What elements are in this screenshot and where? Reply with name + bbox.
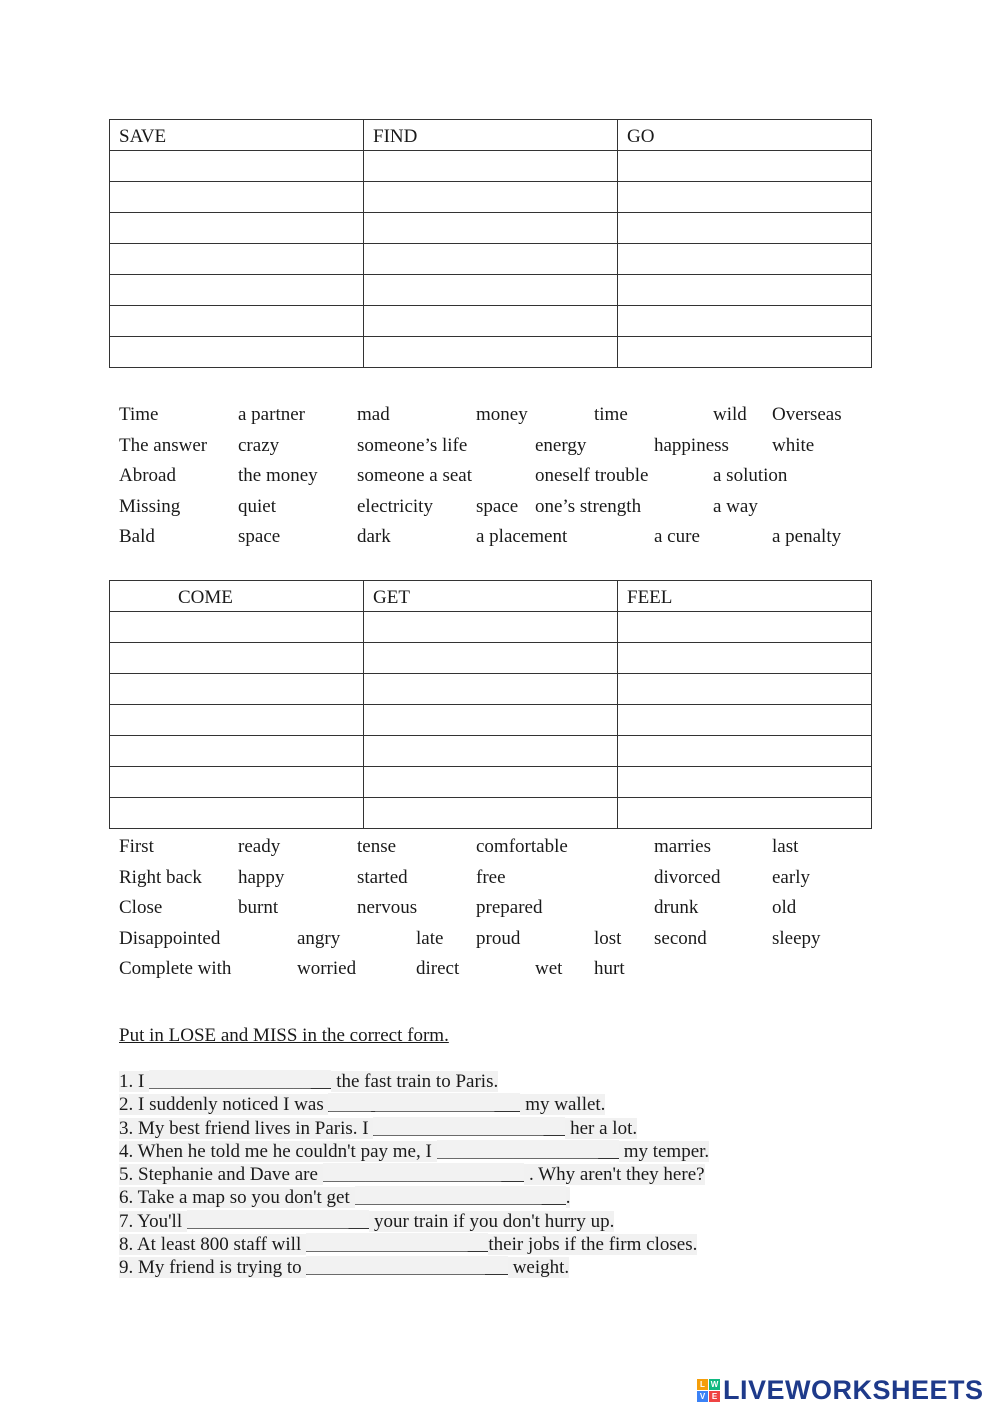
word-item: happiness: [654, 434, 729, 456]
table-row: [110, 798, 872, 829]
sentence-start: 9. My friend is trying to: [119, 1257, 307, 1279]
table-cell: [618, 275, 872, 306]
sentence-end: weight.: [507, 1257, 570, 1279]
answer-input[interactable]: [328, 1096, 520, 1114]
word-item: sleepy: [772, 927, 821, 949]
word-item: Disappointed: [119, 927, 221, 949]
answer-input[interactable]: [364, 736, 617, 766]
sentence-line: [119, 1140, 709, 1163]
answer-input[interactable]: [364, 213, 617, 243]
table-row: [110, 736, 872, 767]
table-cell: [110, 643, 364, 674]
answer-input[interactable]: [437, 1143, 619, 1161]
word-item: a placement: [476, 526, 568, 547]
table-cell: [364, 767, 618, 798]
word-item: white: [772, 434, 815, 456]
word-item: second: [654, 927, 707, 949]
word-item: comfortable: [476, 836, 568, 857]
answer-input[interactable]: [364, 705, 617, 735]
answer-input[interactable]: [110, 151, 363, 181]
sentence-start: 7. You'll: [119, 1210, 187, 1232]
word-item: Time: [119, 404, 159, 425]
table-row: [110, 244, 872, 275]
table-cell: [110, 767, 364, 798]
answer-input[interactable]: [364, 643, 617, 673]
word-item: prepared: [476, 897, 543, 918]
word-item: happy: [238, 866, 285, 888]
sentence-line: [119, 1117, 709, 1140]
answer-input[interactable]: [618, 213, 871, 243]
word-item: electricity: [357, 495, 433, 517]
answer-input[interactable]: [187, 1213, 369, 1231]
table-cell: [618, 244, 872, 275]
sentence-line: [119, 1163, 709, 1186]
sentence-end: the fast train to Paris.: [331, 1071, 499, 1092]
word-item: started: [357, 866, 408, 888]
table-cell: [110, 736, 364, 767]
answer-input[interactable]: [306, 1259, 508, 1277]
word-item: space: [238, 526, 281, 547]
table-row: [110, 705, 872, 736]
table-row: [110, 643, 872, 674]
sentence-start: 3. My best friend lives in Paris. I: [119, 1117, 374, 1139]
word-item: angry: [297, 927, 341, 949]
answer-blank[interactable]: [437, 1140, 619, 1159]
table-row: [110, 767, 872, 798]
word-item: Right back: [119, 866, 202, 888]
answer-input[interactable]: [618, 643, 871, 673]
table-cell: [364, 643, 618, 674]
answer-input[interactable]: [364, 612, 617, 642]
answer-input[interactable]: [618, 151, 871, 181]
table-cell: [618, 705, 872, 736]
word-item: hurt: [594, 958, 625, 979]
table-cell: [364, 244, 618, 275]
table-header-get: GET: [364, 581, 618, 612]
sentence-line: [119, 1186, 709, 1209]
table-row: [110, 674, 872, 705]
word-item: oneself trouble: [535, 465, 649, 486]
answer-input[interactable]: [364, 798, 617, 828]
exercise-instruction: Put in LOSE and MISS in the correct form.: [119, 1025, 449, 1046]
table-header-go: GO: [618, 120, 872, 151]
table-cell: [364, 213, 618, 244]
answer-input[interactable]: [618, 767, 871, 797]
verb-table-2: [109, 580, 872, 829]
answer-input[interactable]: [110, 213, 363, 243]
fill-in-sentences: [119, 1070, 709, 1280]
sentence-end: my temper.: [618, 1140, 710, 1162]
word-item: time: [594, 404, 628, 425]
word-bank-row: [119, 404, 879, 435]
sentence-start: 4. When he told me he couldn't pay me, I: [119, 1140, 437, 1162]
word-item: wet: [535, 958, 563, 979]
table-row: [110, 213, 872, 244]
word-item: a solution: [713, 465, 788, 486]
table-row: [110, 151, 872, 182]
word-item: burnt: [238, 897, 279, 918]
answer-blank[interactable]: [149, 1070, 331, 1089]
answer-input[interactable]: [110, 643, 363, 673]
table-header-find: FIND: [364, 120, 618, 151]
table-row: [110, 275, 872, 306]
word-item: energy: [535, 434, 587, 456]
word-item: Missing: [119, 495, 181, 517]
word-item: First: [119, 836, 154, 857]
word-item: drunk: [654, 897, 699, 918]
word-item: space: [476, 495, 519, 517]
sentence-start: 1. I: [119, 1071, 150, 1092]
word-item: mad: [357, 404, 390, 425]
answer-input[interactable]: [306, 1236, 488, 1254]
word-item: proud: [476, 927, 521, 949]
answer-input[interactable]: [323, 1166, 525, 1184]
sentence-start: 5. Stephanie and Dave are: [119, 1164, 323, 1186]
table-cell: [110, 612, 364, 643]
table-cell: [110, 337, 364, 368]
sentence-end: their jobs if the firm closes.: [488, 1234, 698, 1256]
table-cell: [110, 182, 364, 213]
answer-input[interactable]: [618, 182, 871, 212]
answer-input[interactable]: [110, 275, 363, 305]
logo-text: LIVEWORKSHEETS: [723, 1375, 984, 1405]
table-cell: [364, 275, 618, 306]
table-cell: [618, 798, 872, 829]
answer-blank[interactable]: [187, 1210, 369, 1229]
word-item: Bald: [119, 526, 155, 547]
logo-icon-cell: V: [697, 1391, 708, 1402]
table-cell: [618, 151, 872, 182]
table-cell: [618, 767, 872, 798]
logo-icon: [697, 1379, 720, 1402]
answer-blank[interactable]: [306, 1256, 508, 1275]
word-bank-row: [119, 928, 879, 959]
word-item: money: [476, 404, 528, 425]
word-item: someone a seat: [357, 465, 473, 486]
word-item: The answer: [119, 434, 208, 456]
table-cell: [364, 337, 618, 368]
word-item: worried: [297, 958, 357, 979]
word-item: crazy: [238, 434, 280, 456]
word-item: someone’s life: [357, 434, 468, 456]
answer-blank[interactable]: [328, 1093, 520, 1112]
answer-input[interactable]: [110, 674, 363, 704]
word-item: Close: [119, 897, 163, 918]
word-item: the money: [238, 465, 318, 486]
logo-icon-cell: L: [697, 1379, 708, 1390]
table-row: [110, 337, 872, 368]
table-cell: [618, 736, 872, 767]
table-cell: [618, 213, 872, 244]
sentence-end: her a lot.: [565, 1117, 638, 1139]
word-item: one’s strength: [535, 495, 642, 517]
word-item: a way: [713, 495, 758, 517]
word-bank-row: [119, 526, 879, 557]
table-cell: [110, 674, 364, 705]
answer-input[interactable]: [618, 306, 871, 336]
answer-input[interactable]: [618, 705, 871, 735]
answer-input[interactable]: [364, 674, 617, 704]
word-item: tense: [357, 836, 397, 857]
word-item: a cure: [654, 526, 700, 547]
table-header-feel: FEEL: [618, 581, 872, 612]
sentence-end: .: [565, 1187, 571, 1209]
logo-icon-cell: W: [710, 1380, 719, 1389]
word-bank-1: [119, 404, 879, 557]
answer-input[interactable]: [110, 705, 363, 735]
sentence-end: . Why aren't they here?: [524, 1164, 705, 1186]
word-bank-row: [119, 465, 879, 496]
word-item: ready: [238, 836, 281, 857]
sentence-line: [119, 1070, 709, 1093]
answer-input[interactable]: [110, 736, 363, 766]
table-cell: [364, 182, 618, 213]
answer-input[interactable]: [110, 767, 363, 797]
answer-input[interactable]: [364, 151, 617, 181]
sentence-line: [119, 1210, 709, 1233]
table-cell: [618, 306, 872, 337]
answer-input[interactable]: [110, 182, 363, 212]
sentence-end: your train if you don't hurry up.: [369, 1210, 615, 1232]
answer-input[interactable]: [364, 182, 617, 212]
word-item: Abroad: [119, 465, 176, 486]
word-item: Overseas: [772, 404, 842, 425]
table-cell: [364, 151, 618, 182]
table-cell: [110, 705, 364, 736]
answer-input[interactable]: [373, 1120, 565, 1138]
answer-input[interactable]: [110, 612, 363, 642]
word-bank-row: [119, 867, 879, 898]
answer-input[interactable]: [618, 798, 871, 828]
answer-input[interactable]: [110, 337, 363, 367]
word-item: free: [476, 866, 506, 888]
answer-input[interactable]: [149, 1073, 331, 1091]
word-bank-row: [119, 897, 879, 928]
table-cell: [110, 306, 364, 337]
verb-table-1: [109, 119, 872, 368]
answer-input[interactable]: [618, 674, 871, 704]
answer-input[interactable]: [364, 767, 617, 797]
table-body: [110, 151, 872, 368]
word-bank-row: [119, 958, 879, 989]
table-cell: [110, 798, 364, 829]
answer-input[interactable]: [364, 244, 617, 274]
sentence-end: my wallet.: [520, 1094, 606, 1116]
word-item: dark: [357, 526, 391, 547]
sentence-line: [119, 1233, 709, 1256]
logo-icon-cell: E: [709, 1391, 720, 1402]
word-bank-row: [119, 496, 879, 527]
answer-input[interactable]: [110, 306, 363, 336]
liveworksheets-logo: [697, 1375, 984, 1406]
table-cell: [364, 798, 618, 829]
word-item: early: [772, 866, 810, 888]
answer-input[interactable]: [618, 275, 871, 305]
word-item: direct: [416, 958, 460, 979]
answer-input[interactable]: [364, 275, 617, 305]
word-item: last: [772, 836, 799, 857]
table-header-come: COME: [110, 581, 364, 612]
table-header-save: SAVE: [110, 120, 364, 151]
word-bank-row: [119, 435, 879, 466]
answer-blank[interactable]: [373, 1117, 565, 1136]
answer-input[interactable]: [355, 1189, 566, 1207]
table-cell: [364, 612, 618, 643]
sentence-start: 2. I suddenly noticed I was: [119, 1094, 329, 1116]
table-cell: [364, 736, 618, 767]
answer-input[interactable]: [618, 736, 871, 766]
answer-blank[interactable]: [355, 1186, 566, 1205]
answer-input[interactable]: [110, 244, 363, 274]
table-cell: [618, 643, 872, 674]
table-body: [110, 612, 872, 829]
answer-blank[interactable]: [306, 1233, 488, 1252]
table-cell: [618, 182, 872, 213]
word-item: a partner: [238, 404, 305, 425]
table-cell: [110, 275, 364, 306]
table-row: [110, 182, 872, 213]
word-item: a penalty: [772, 526, 842, 547]
answer-input[interactable]: [110, 798, 363, 828]
table-cell: [618, 674, 872, 705]
sentence-start: 6. Take a map so you don't get: [119, 1187, 355, 1209]
answer-input[interactable]: [618, 337, 871, 367]
sentence-start: 8. At least 800 staff will: [119, 1234, 306, 1256]
word-bank-row: [119, 836, 879, 867]
table-cell: [110, 213, 364, 244]
word-item: quiet: [238, 495, 276, 517]
table-row: [110, 306, 872, 337]
word-item: wild: [713, 404, 747, 425]
table-row: [110, 612, 872, 643]
table-cell: [618, 337, 872, 368]
table-cell: [364, 306, 618, 337]
answer-input[interactable]: [618, 612, 871, 642]
answer-input[interactable]: [364, 337, 617, 367]
answer-input[interactable]: [618, 244, 871, 274]
word-item: late: [416, 927, 444, 949]
word-item: lost: [594, 927, 622, 949]
sentence-line: [119, 1093, 709, 1116]
word-item: Complete with: [119, 958, 232, 979]
sentence-line: [119, 1256, 709, 1279]
word-item: nervous: [357, 897, 418, 918]
table-cell: [110, 151, 364, 182]
answer-blank[interactable]: [323, 1163, 525, 1182]
word-bank-2: [119, 836, 879, 989]
table-cell: [364, 674, 618, 705]
word-item: marries: [654, 836, 711, 857]
word-item: divorced: [654, 866, 721, 888]
word-item: old: [772, 897, 797, 918]
table-cell: [110, 244, 364, 275]
answer-input[interactable]: [364, 306, 617, 336]
table-cell: [618, 612, 872, 643]
table-cell: [364, 705, 618, 736]
